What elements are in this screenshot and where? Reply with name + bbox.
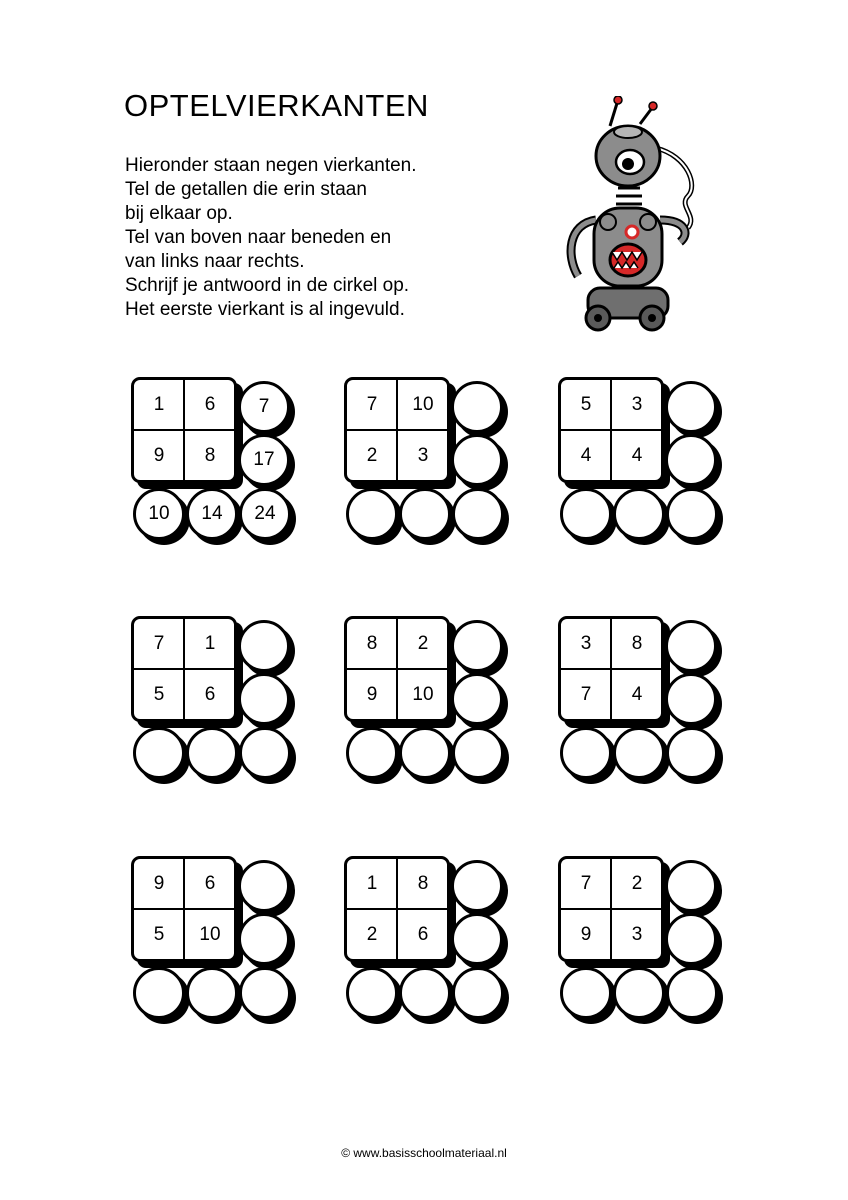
number-square [131, 616, 237, 722]
puzzle-1 [131, 377, 301, 547]
answer-circle-total[interactable] [452, 727, 504, 779]
square-cell: 6 [204, 684, 216, 705]
number-square [558, 856, 664, 962]
square-cell: 5 [580, 394, 592, 415]
puzzle-4 [131, 616, 301, 786]
answer-circle-col-2[interactable] [613, 488, 665, 540]
answer-circle-col-1[interactable] [560, 488, 612, 540]
answer-circle-row-1[interactable] [238, 620, 290, 672]
answer-circle-row-1[interactable]: 7 [238, 381, 290, 433]
answer-circle-col-2[interactable] [613, 967, 665, 1019]
square-cell: 8 [204, 445, 216, 466]
answer-circle-row-2[interactable] [451, 673, 503, 725]
number-square [344, 856, 450, 962]
puzzle-5 [344, 616, 514, 786]
square-cell: 1 [153, 394, 165, 415]
answer-circle-row-2[interactable] [665, 434, 717, 486]
square-cell: 5 [153, 924, 165, 945]
answer-circle-col-1[interactable] [560, 727, 612, 779]
puzzle-9 [558, 856, 728, 1026]
square-cell: 8 [417, 873, 429, 894]
square-cell: 10 [412, 394, 434, 415]
square-cell: 2 [417, 633, 429, 654]
square-cell: 7 [366, 394, 378, 415]
answer-circle-col-2[interactable] [399, 967, 451, 1019]
answer-circle-total[interactable] [452, 967, 504, 1019]
answer-circle-col-1[interactable] [346, 727, 398, 779]
number-square [558, 616, 664, 722]
square-cell: 7 [580, 684, 592, 705]
square-cell: 8 [631, 633, 643, 654]
answer-circle-row-1[interactable] [451, 620, 503, 672]
number-square [344, 377, 450, 483]
square-cell: 9 [153, 873, 165, 894]
square-cell: 3 [580, 633, 592, 654]
number-square [131, 377, 237, 483]
answer-circle-total[interactable] [239, 727, 291, 779]
puzzle-6 [558, 616, 728, 786]
answer-circle-total[interactable]: 24 [239, 488, 291, 540]
answer-circle-total[interactable] [239, 967, 291, 1019]
number-square [344, 616, 450, 722]
number-square [131, 856, 237, 962]
answer-circle-row-2[interactable] [665, 673, 717, 725]
square-cell: 9 [366, 684, 378, 705]
answer-circle-col-1[interactable] [560, 967, 612, 1019]
square-cell: 3 [631, 394, 643, 415]
answer-circle-col-1[interactable] [133, 727, 185, 779]
instruction-line: Tel van boven naar beneden en [125, 227, 392, 248]
square-cell: 6 [417, 924, 429, 945]
square-cell: 2 [631, 873, 643, 894]
answer-circle-row-2[interactable] [238, 673, 290, 725]
answer-circle-col-1[interactable]: 10 [133, 488, 185, 540]
answer-circle-col-1[interactable] [346, 967, 398, 1019]
square-cell: 5 [153, 684, 165, 705]
square-cell: 10 [412, 684, 434, 705]
puzzle-7 [131, 856, 301, 1026]
instruction-line: Schrijf je antwoord in de cirkel op. [125, 275, 410, 296]
answer-circle-row-2[interactable]: 17 [238, 434, 290, 486]
answer-circle-row-1[interactable] [238, 860, 290, 912]
square-cell: 9 [153, 445, 165, 466]
square-cell: 7 [153, 633, 165, 654]
instruction-line: Hieronder staan negen vierkanten. [125, 155, 417, 176]
answer-circle-row-2[interactable] [238, 913, 290, 965]
square-cell: 1 [204, 633, 216, 654]
answer-circle-col-2[interactable] [186, 967, 238, 1019]
answer-circle-col-1[interactable] [133, 967, 185, 1019]
puzzle-8 [344, 856, 514, 1026]
answer-circle-row-1[interactable] [665, 620, 717, 672]
square-cell: 7 [580, 873, 592, 894]
answer-circle-row-1[interactable] [665, 860, 717, 912]
square-cell: 3 [631, 924, 643, 945]
square-cell: 6 [204, 873, 216, 894]
square-cell: 10 [199, 924, 221, 945]
instruction-line: bij elkaar op. [125, 203, 233, 224]
square-cell: 4 [631, 445, 643, 466]
answer-circle-col-2[interactable] [399, 727, 451, 779]
puzzle-2 [344, 377, 514, 547]
square-cell: 9 [580, 924, 592, 945]
number-square [558, 377, 664, 483]
answer-circle-row-1[interactable] [451, 381, 503, 433]
square-cell: 6 [204, 394, 216, 415]
answer-circle-col-2[interactable] [613, 727, 665, 779]
answer-circle-col-2[interactable] [399, 488, 451, 540]
robot-illustration [548, 96, 708, 336]
page-title: OPTELVIERKANTEN [124, 88, 429, 123]
instruction-line: van links naar rechts. [125, 251, 305, 272]
answer-circle-col-2[interactable] [186, 727, 238, 779]
answer-circle-row-1[interactable] [451, 860, 503, 912]
answer-circle-total[interactable] [666, 727, 718, 779]
square-cell: 4 [580, 445, 592, 466]
answer-circle-row-2[interactable] [451, 913, 503, 965]
square-cell: 3 [417, 445, 429, 466]
square-cell: 2 [366, 924, 378, 945]
instruction-line: Het eerste vierkant is al ingevuld. [125, 299, 405, 320]
instructions [125, 154, 417, 322]
instruction-line: Tel de getallen die erin staan [125, 179, 367, 200]
square-cell: 4 [631, 684, 643, 705]
square-cell: 1 [366, 873, 378, 894]
answer-circle-total[interactable] [452, 488, 504, 540]
answer-circle-total[interactable] [666, 488, 718, 540]
answer-circle-col-1[interactable] [346, 488, 398, 540]
square-cell: 2 [366, 445, 378, 466]
answer-circle-col-2[interactable]: 14 [186, 488, 238, 540]
puzzle-3 [558, 377, 728, 547]
answer-circle-row-2[interactable] [665, 913, 717, 965]
answer-circle-row-1[interactable] [665, 381, 717, 433]
answer-circle-row-2[interactable] [451, 434, 503, 486]
square-cell: 8 [366, 633, 378, 654]
footer-copyright: © www.basisschoolmateriaal.nl [341, 1146, 507, 1160]
answer-circle-total[interactable] [666, 967, 718, 1019]
